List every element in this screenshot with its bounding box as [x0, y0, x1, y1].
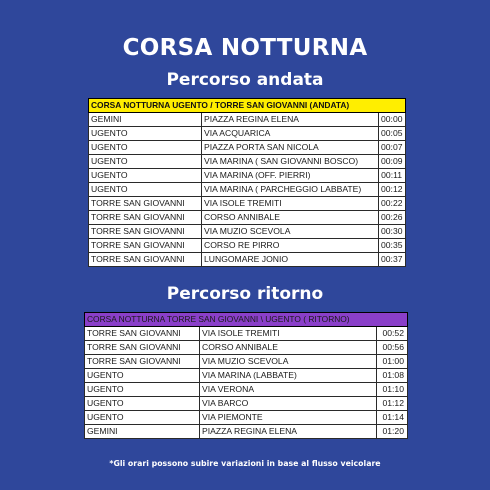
town-cell: GEMINI	[89, 113, 202, 127]
time-cell: 00:22	[379, 197, 406, 211]
town-cell: UGENTO	[89, 141, 202, 155]
table-row	[89, 211, 406, 225]
ritorno-table	[84, 312, 408, 439]
time-cell: 01:14	[377, 411, 408, 425]
stop-cell: LUNGOMARE JONIO	[202, 253, 379, 267]
time-cell: 00:12	[379, 183, 406, 197]
table-row	[89, 253, 406, 267]
stop-cell: VIA VERONA	[200, 383, 377, 397]
town-cell: UGENTO	[85, 369, 200, 383]
stop-cell: PIAZZA PORTA SAN NICOLA	[202, 141, 379, 155]
town-cell: TORRE SAN GIOVANNI	[89, 239, 202, 253]
table-row	[85, 369, 408, 383]
time-cell: 00:05	[379, 127, 406, 141]
page-title: CORSA NOTTURNA	[122, 35, 368, 61]
stop-cell: VIA ISOLE TREMITI	[202, 197, 379, 211]
stop-cell: VIA BARCO	[200, 397, 377, 411]
table-row	[85, 327, 408, 341]
stop-cell: CORSO ANNIBALE	[200, 341, 377, 355]
table-row	[85, 397, 408, 411]
time-cell: 00:52	[377, 327, 408, 341]
time-cell: 01:00	[377, 355, 408, 369]
table-row	[89, 197, 406, 211]
town-cell: UGENTO	[85, 411, 200, 425]
table-row	[85, 411, 408, 425]
time-cell: 00:56	[377, 341, 408, 355]
table-row	[85, 341, 408, 355]
time-cell: 00:00	[379, 113, 406, 127]
stop-cell: VIA MUZIO SCEVOLA	[202, 225, 379, 239]
time-cell: 01:08	[377, 369, 408, 383]
time-cell: 00:07	[379, 141, 406, 155]
footnote: *Gli orari possono subire variazioni in base al flusso veicolare	[109, 459, 381, 468]
time-cell: 01:12	[377, 397, 408, 411]
table-row	[89, 169, 406, 183]
stop-cell: PIAZZA REGINA ELENA	[202, 113, 379, 127]
town-cell: UGENTO	[89, 183, 202, 197]
time-cell: 01:10	[377, 383, 408, 397]
town-cell: UGENTO	[89, 127, 202, 141]
town-cell: UGENTO	[89, 169, 202, 183]
time-cell: 00:11	[379, 169, 406, 183]
stop-cell: PIAZZA REGINA ELENA	[200, 425, 377, 439]
table-row	[85, 383, 408, 397]
town-cell: TORRE SAN GIOVANNI	[85, 341, 200, 355]
stop-cell: VIA MARINA ( PARCHEGGIO LABBATE)	[202, 183, 379, 197]
stop-cell: VIA MARINA ( SAN GIOVANNI BOSCO)	[202, 155, 379, 169]
time-cell: 01:20	[377, 425, 408, 439]
town-cell: UGENTO	[85, 397, 200, 411]
table-row	[89, 225, 406, 239]
town-cell: TORRE SAN GIOVANNI	[85, 355, 200, 369]
andata-banner: CORSA NOTTURNA UGENTO / TORRE SAN GIOVANNI (ANDATA)	[89, 99, 406, 113]
stop-cell: CORSO ANNIBALE	[202, 211, 379, 225]
andata-table	[88, 98, 406, 267]
town-cell: TORRE SAN GIOVANNI	[89, 197, 202, 211]
stop-cell: VIA ACQUARICA	[202, 127, 379, 141]
time-cell: 00:37	[379, 253, 406, 267]
town-cell: TORRE SAN GIOVANNI	[89, 225, 202, 239]
stop-cell: VIA ISOLE TREMITI	[200, 327, 377, 341]
town-cell: TORRE SAN GIOVANNI	[89, 253, 202, 267]
stop-cell: CORSO RE PIRRO	[202, 239, 379, 253]
ritorno-heading: Percorso ritorno	[166, 284, 324, 304]
stop-cell: VIA MUZIO SCEVOLA	[200, 355, 377, 369]
town-cell: UGENTO	[89, 155, 202, 169]
time-cell: 00:35	[379, 239, 406, 253]
town-cell: TORRE SAN GIOVANNI	[89, 211, 202, 225]
table-row	[89, 155, 406, 169]
table-row	[89, 127, 406, 141]
stop-cell: VIA MARINA (LABBATE)	[200, 369, 377, 383]
table-row	[85, 425, 408, 439]
andata-heading: Percorso andata	[166, 70, 324, 90]
table-row	[89, 239, 406, 253]
table-row	[89, 183, 406, 197]
town-cell: GEMINI	[85, 425, 200, 439]
town-cell: UGENTO	[85, 383, 200, 397]
time-cell: 00:09	[379, 155, 406, 169]
table-row	[85, 355, 408, 369]
time-cell: 00:30	[379, 225, 406, 239]
town-cell: TORRE SAN GIOVANNI	[85, 327, 200, 341]
time-cell: 00:26	[379, 211, 406, 225]
table-row	[89, 113, 406, 127]
ritorno-banner-row	[85, 313, 408, 327]
ritorno-banner: CORSA NOTTURNA TORRE SAN GIOVANNI \ UGENTO ( RITORNO)	[85, 313, 408, 327]
stop-cell: VIA MARINA (OFF. PIERRI)	[202, 169, 379, 183]
andata-banner-row	[89, 99, 406, 113]
stop-cell: VIA PIEMONTE	[200, 411, 377, 425]
table-row	[89, 141, 406, 155]
